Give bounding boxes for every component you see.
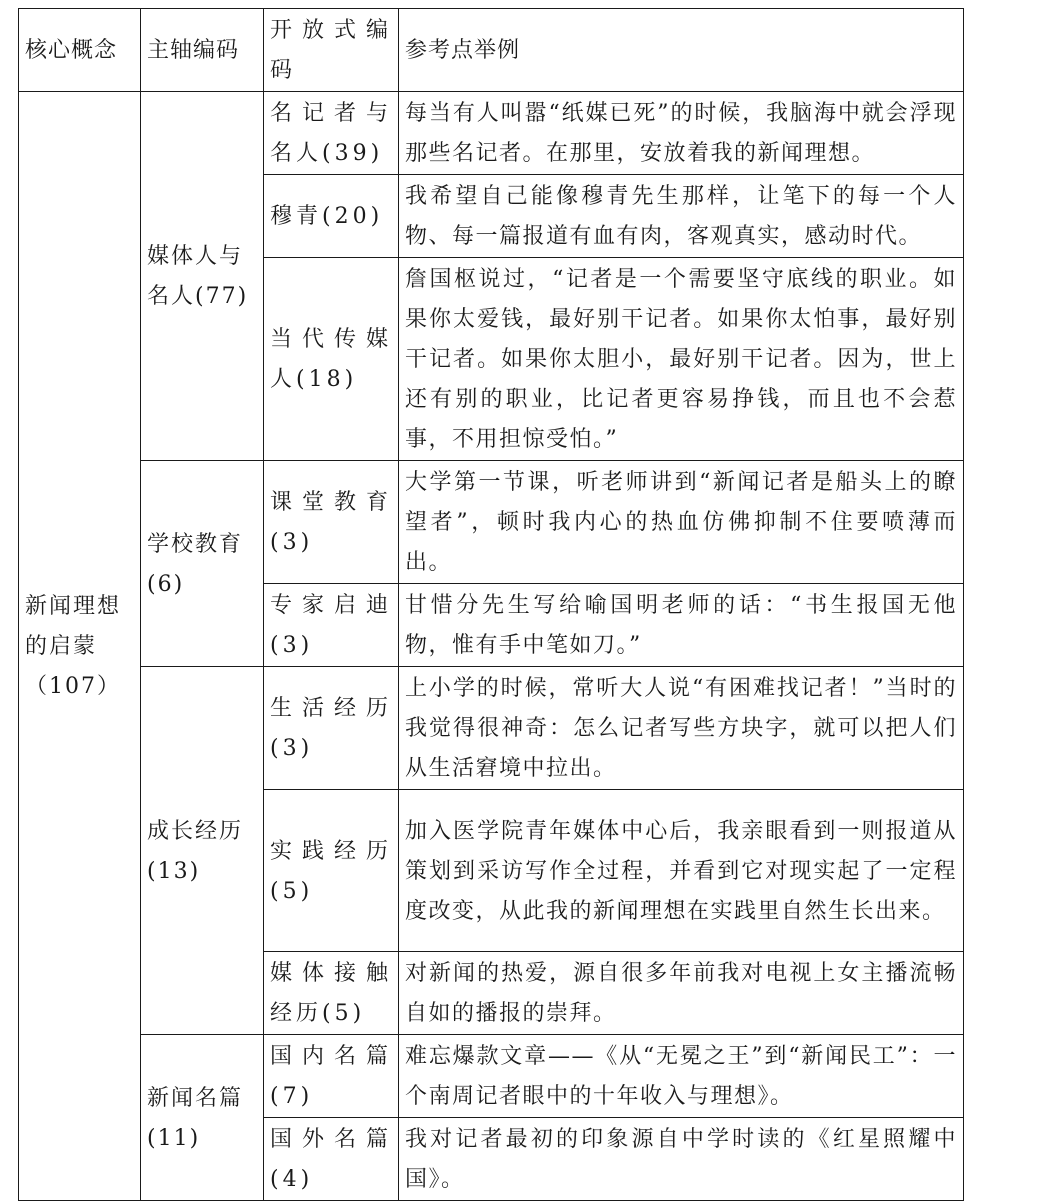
- table-row: [19, 1035, 964, 1118]
- open-code-cell: 国内名篇(7): [264, 1035, 399, 1118]
- example-cell: 詹国枢说过，“记者是一个需要坚守底线的职业。如果你太爱钱，最好别干记者。如果你太怕事，最好别干记者。如果你太胆小，最好别干记者。因为，世上还有别的职业，比记者更容易挣钱，而且也不会惹事，不用担惊受怕。”: [399, 258, 964, 461]
- header-core-concept: 核心概念: [19, 9, 141, 92]
- coding-table: [18, 8, 964, 1201]
- header-row: [19, 9, 964, 92]
- example-cell: 甘惜分先生写给喻国明老师的话：“书生报国无他物，惟有手中笔如刀。”: [399, 584, 964, 667]
- axial-school-education: 学校教育(6): [141, 461, 264, 667]
- open-code-cell: 穆青(20): [264, 175, 399, 258]
- open-code-cell: 专家启迪(3): [264, 584, 399, 667]
- example-cell: 每当有人叫嚣“纸媒已死”的时候，我脑海中就会浮现那些名记者。在那里，安放着我的新闻理想。: [399, 92, 964, 175]
- example-cell: 加入医学院青年媒体中心后，我亲眼看到一则报道从策划到采访写作全过程，并看到它对现实起了一定程度改变，从此我的新闻理想在实践里自然生长出来。: [399, 790, 964, 952]
- core-concept-cell: 新闻理想的启蒙（107）: [19, 92, 141, 1201]
- example-cell: 我对记者最初的印象源自中学时读的《红星照耀中国》。: [399, 1118, 964, 1201]
- open-code-cell: 名记者与名人(39): [264, 92, 399, 175]
- axial-growth-experience: 成长经历(13): [141, 667, 264, 1035]
- axial-media-people: 媒体人与名人(77): [141, 92, 264, 461]
- header-axial-coding: 主轴编码: [141, 9, 264, 92]
- table-row: [19, 92, 964, 175]
- open-code-cell: 国外名篇(4): [264, 1118, 399, 1201]
- open-code-cell: 媒体接触经历(5): [264, 952, 399, 1035]
- example-cell: 难忘爆款文章——《从“无冕之王”到“新闻民工”：一个南周记者眼中的十年收入与理想》。: [399, 1035, 964, 1118]
- example-cell: 对新闻的热爱，源自很多年前我对电视上女主播流畅自如的播报的崇拜。: [399, 952, 964, 1035]
- table-row: [19, 667, 964, 790]
- open-code-cell: 生活经历(3): [264, 667, 399, 790]
- header-reference-examples: 参考点举例: [399, 9, 964, 92]
- example-cell: 上小学的时候，常听大人说“有困难找记者！”当时的我觉得很神奇：怎么记者写些方块字，就可以把人们从生活窘境中拉出。: [399, 667, 964, 790]
- example-cell: 我希望自己能像穆青先生那样，让笔下的每一个人物、每一篇报道有血有肉，客观真实，感动时代。: [399, 175, 964, 258]
- open-code-cell: 当代传媒人(18): [264, 258, 399, 461]
- open-code-cell: 课堂教育(3): [264, 461, 399, 584]
- table-row: [19, 461, 964, 584]
- open-code-cell: 实践经历(5): [264, 790, 399, 952]
- example-cell: 大学第一节课，听老师讲到“新闻记者是船头上的瞭望者”，顿时我内心的热血仿佛抑制不住要喷薄而出。: [399, 461, 964, 584]
- axial-famous-news-works: 新闻名篇(11): [141, 1035, 264, 1201]
- header-open-coding: 开放式编码: [264, 9, 399, 92]
